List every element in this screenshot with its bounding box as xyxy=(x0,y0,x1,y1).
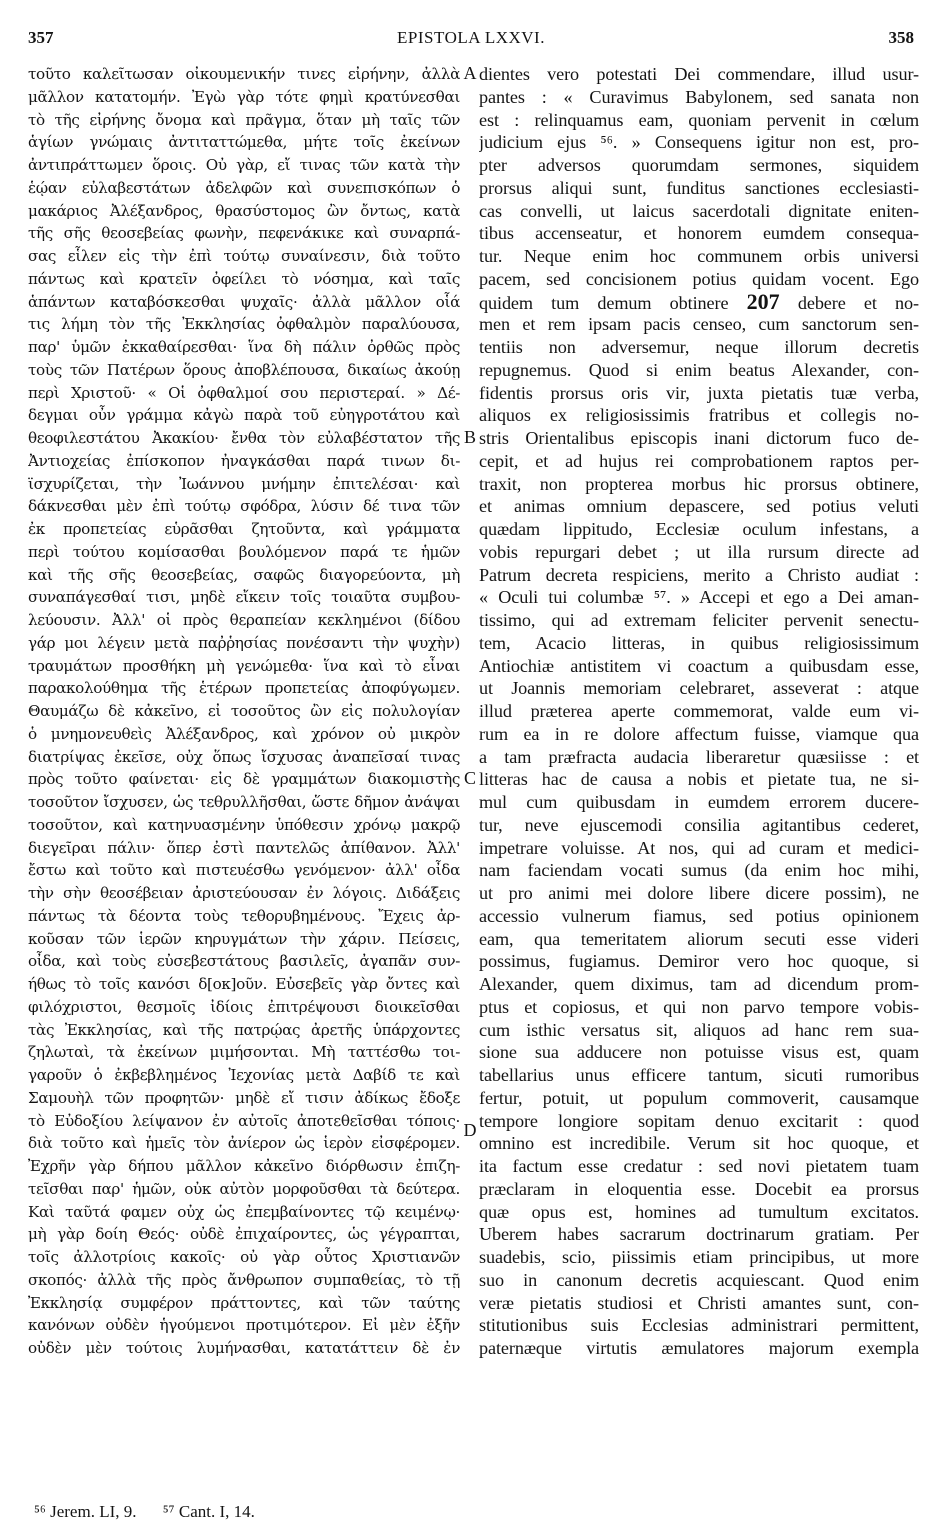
column-number: 207 xyxy=(746,290,780,314)
latin-text-line: fertur, potuit, ut populum commoverit, causamque xyxy=(479,1087,919,1108)
latin-text-line: accessio vulnerum fiamus, sed potius opinionem xyxy=(479,905,919,926)
greek-text-line: τραυμάτων προσθήκη μὴ γενώμεθα· ἵνα καὶ τὸ εἶναι xyxy=(28,656,460,675)
latin-text-line: suo in canonum decretis acquiescant. Quod enim xyxy=(479,1269,919,1290)
latin-text-line: rum ea in re dolore affectum fuisse, viamque qua xyxy=(479,723,919,744)
greek-text-line: μᾶλλον κατατομήν. Ἐγὼ γὰρ τότε φημὶ κρατύνεσθαι xyxy=(28,87,460,106)
greek-text-line: συναπάγεσθαί τισι, μηδὲ εἴκειν τοῖς τοιαῦτα συμβου- xyxy=(28,588,460,607)
latin-text-line: tem, Acacio litteras, in quibus religiosissimum xyxy=(479,632,919,653)
latin-text-line: pantes : « Curavimus Babylonem, sed sanata non xyxy=(479,86,919,107)
latin-text-line: tur. Neque enim hoc communem orbis universi xyxy=(479,246,919,266)
greek-text-line: τοῦτο καλεῖτωσαν οἰκουμενικήν τινες εἰρήνην, ἀλλὰ xyxy=(28,65,460,83)
greek-text-line: διὰ τοῦτο καὶ ἡμεῖς τὸν ἀνίερον ὡς ἱερὸν εἰσφέρομεν. xyxy=(28,1134,460,1153)
latin-text-line: cas convelli, ut laicus sacerdotali dignitate eniten- xyxy=(479,200,919,221)
greek-text-line: τὸ Εὐδοξίου λείψανον ἐν αὐτοῖς ἀποτεθεῖσθαι τόποις· xyxy=(28,1111,460,1130)
latin-text-line: quæ opus est, homines ad tumultum excitatos. xyxy=(479,1201,919,1222)
margin-letter-b: B xyxy=(463,427,476,447)
greek-text-line: τεῖσθαι παρ' ἡμῶν, οὐκ αὐτὸν μορφοῦσθαι τὰ δεύτερα. xyxy=(28,1179,460,1198)
greek-text-line: παρακολούθημα τῆς ἑτέρων προπετείας ἀποφύγωμεν. xyxy=(28,679,460,698)
latin-text-line: ita factum esse credatur : sed novi pietatem tuam xyxy=(479,1156,919,1176)
greek-text-line: διεγεῖραι πάλιν· ὅπερ ἐστὶ παντελῶς ἀπίθανον. Ἀλλ' xyxy=(28,838,460,857)
greek-text-line: ὁ μνημονευθεὶς Ἀλέξανδρος, καὶ χρόνον οὐ μικρὸν xyxy=(28,724,460,743)
footnote: ⁵⁷ Cant. I, 14. xyxy=(162,1502,255,1521)
latin-text-line: men et rem ipsam pacis censeo, cum sanctorum sen- xyxy=(479,314,919,335)
latin-text-line: est : relinquamus eam, quoniam pervenit in cœlum xyxy=(479,109,919,130)
greek-text-line: τοῖς ἀλλοτρίοις κακοῖς· οὐ γὰρ οὗτος Χριστιανῶν xyxy=(28,1248,460,1266)
greek-text-line: μὴ γὰρ δοίη Θεός· οὐδὲ ἐπιχαίροντες, ὡς γέγραπται, xyxy=(28,1225,460,1244)
greek-text-line: τοσοῦτον ἴσχυσεν, ὡς τεθρυλλῆσθαι, ὥστε δῆμον ἀνάψαι xyxy=(28,793,460,811)
greek-text-line: Σαμουὴλ τῶν προφητῶν· μηδὲ εἴ τισιν ἀδίκως ἔδοξε xyxy=(28,1088,460,1107)
latin-text-column xyxy=(479,63,919,1360)
greek-text-line: ἁγίων γνώμαις ἀντιταττώμεθα, μήτε τοῖς ἐκείνων xyxy=(28,133,460,152)
greek-text-line: μακάριος Ἀλέξανδρος, θρασύστομος ὢν ὄντως, κατὰ xyxy=(28,201,460,220)
greek-text-line: φιλόχριστοι, θεσμοῖς ἰδίοις ἐπιτρέψουσι διοικεῖσθαι xyxy=(28,997,460,1016)
latin-text-line: litteras hac de causa a nobis et pietate tua, ne si- xyxy=(479,769,919,790)
latin-text-line: illud præterea aperte commemorat, valde eum vi- xyxy=(479,701,919,721)
margin-letter-a: A xyxy=(463,63,477,83)
latin-text-line: impetrare voluisse. At nos, qui ad curam et medici- xyxy=(479,837,919,858)
page-number-right: 358 xyxy=(888,28,914,47)
greek-text-line: σας εἷλεν εἰς τὴν ἐπὶ τούτῳ συναίνεσιν, διὰ τοῦτο xyxy=(28,247,460,265)
latin-text-line: tur, neve ejuscemodi consilia agitantibus cederet, xyxy=(479,814,919,835)
greek-text-line: ἑῴαν εὐλαβεστάτων ἀδελφῶν καὶ συνεπισκόπων ὁ xyxy=(28,178,460,197)
latin-text-line: tissimo, qui ad extremam feliciter pervenit senectu- xyxy=(479,610,919,630)
greek-text-line: κοῦσαν τῶν ἱερῶν κηρυγμάτων τὴν χάριν. Πείσεις, xyxy=(28,929,460,948)
greek-text-line: Καὶ ταῦτά φαμεν οὐχ ὡς ἐπεμβαίνοντες τῷ κειμένῳ· xyxy=(28,1202,460,1221)
latin-text-line: « Oculi tui columbæ ⁵⁷. » Accepi et ego a Dei aman- xyxy=(479,587,919,608)
latin-text-line: sione sua adducere non potuisse visus est, quam xyxy=(479,1042,919,1063)
greek-text-line: Ἐκκλησίᾳ συμφέρον πράττοντες, καὶ τῶν ταύτης xyxy=(28,1293,460,1312)
greek-text-line: ἔστω καὶ τοῦτο καὶ πιστευέσθω γενόμενον· ἀλλ' οἶδα xyxy=(28,861,460,880)
latin-text-line: quædam lippitudo, Ecclesiæ oculum infestans, a xyxy=(479,519,919,539)
latin-text-line: nam faciendam vocati sumus (da enim hoc mihi, xyxy=(479,860,919,881)
footnotes xyxy=(34,1502,277,1522)
greek-text-line: ἀντιπράττωμεν ὅροις. Οὐ γὰρ, εἴ τινας τῶν κατὰ τὴν xyxy=(28,156,460,174)
greek-text-line: ϊσχυρίζεται, τὴν Ἰωάννου μνήμην ἐπιτελέσαι· καὶ xyxy=(28,474,460,493)
greek-text-line: οἶδα, καὶ τοὺς εὐσεβεστάτους βασιλεῖς, ἀγαπᾶν συν- xyxy=(28,952,460,971)
greek-text-line: Θαυμάζω δὲ κἀκεῖνο, εἰ τοσοῦτος ὢν εἰς πολυλογίαν xyxy=(28,702,460,720)
greek-text-line: κανόνων οὐδὲν ἡγούμενοι προτιμότερον. Εἰ μὲν ἐξῆν xyxy=(28,1316,460,1335)
latin-text-line: Uberem habes sacrarum doctrinarum gratiam. Per xyxy=(479,1224,919,1245)
latin-text-line: tentiis non adversemur, neque illorum decretis xyxy=(479,337,919,357)
greek-text-line: διατρίψας ἐκεῖσε, οὐχ ὅπως ἴσχυσας ἀναπεῖσαί τινας xyxy=(28,747,460,766)
greek-text-line: Ἀντιοχείας ἐπίσκοπον ἠναγκάσθαι παρά τινων δι- xyxy=(28,451,460,470)
greek-text-line: θεοφιλεστάτου Ἀκακίου· ἔνθα τὸν εὐλαβέστατον τῆς xyxy=(28,429,460,447)
latin-text-line: dientes vero potestati Dei commendare, illud usur- xyxy=(479,64,919,84)
running-title: EPISTOLA LXXVI. xyxy=(397,28,545,47)
greek-text-line: οὐδὲν μὲν τούτοις λυμήνασθαι, κατατάττειν δὲ ἐν xyxy=(28,1339,460,1357)
latin-text-line: pter adversos quorumdam sermones, siquidem xyxy=(479,155,919,175)
latin-text-line: cepit, et ad hujus rei comprobationem raptos per- xyxy=(479,450,919,471)
greek-text-line: ζηλωταὶ, τὰ ἐκείνων μιμήσονται. Μὴ ταττέσθω τοι- xyxy=(28,1043,460,1062)
latin-text-line: præclaram in eloquentia esse. Docebit ea prorsus xyxy=(479,1178,919,1199)
greek-text-column xyxy=(28,63,460,1360)
latin-text-line: ut Joannis memoriam celebraret, asseverat : atque xyxy=(479,678,919,699)
greek-text-line: ἐκ προπετείας εὑρᾶσθαι ζητοῦντα, καὶ γράμματα xyxy=(28,520,460,538)
latin-text-line: judicium ejus ⁵⁶. » Consequens igitur non est, pro- xyxy=(479,132,919,153)
latin-text-line: veræ pietatis studiosi et Christi amantes sunt, con- xyxy=(479,1292,919,1313)
greek-text-line: τις λήμη τὸν τῆς Ἐκκλησίας ὀφθαλμὸν παραλύουσα, xyxy=(28,315,460,334)
latin-text-line: traxit, non propterea morbus hic prorsus obtinere, xyxy=(479,473,919,494)
latin-text-line: stitutionibus suis Ecclesias administrari permittent, xyxy=(479,1315,919,1336)
greek-text-line: πάντως τὰ δέοντα τοὺς τεθορυβημένους. Ἔχεις ἀρ- xyxy=(28,906,460,925)
greek-text-line: πάντως καὶ κρατεῖν ὀφείλει τὸ νόσημα, καὶ ταῖς xyxy=(28,269,460,288)
greek-text-line: περὶ τούτου κομίσασθαι βουλόμενον παρά τε ἡμῶν xyxy=(28,542,460,561)
greek-text-line: λεύουσιν. Ἀλλ' οἱ πρὸς θεραπείαν κεκλημένοι (δίδου xyxy=(28,611,460,629)
greek-text-line: ἁπάντων καταβόσκεσθαι ψυχαῖς· ἀλλὰ μᾶλλον οἷά xyxy=(28,292,460,311)
latin-text-line: tibus accenseatur, et honorem eumdem consequa- xyxy=(479,223,919,244)
latin-text-line: a tam præfracta audacia liberaretur quæsiisse : et xyxy=(479,746,919,767)
margin-letter-c: C xyxy=(463,768,476,788)
latin-text-line: prorsus aliqui sunt, funditus sanctiones ecclesiasti- xyxy=(479,177,919,198)
greek-text-line: τὴν σὴν θεοσέβειαν ἀριστεύουσαν ἐν λόγοις. Διδάξεις xyxy=(28,884,460,902)
latin-text-line: Antiochiæ antistitem vi coactum a quibusdam esse, xyxy=(479,655,919,676)
greek-text-line: δάκνεσθαι μὲν ἐπὶ τούτῳ σφόδρα, λύσιν δέ τινα τῶν xyxy=(28,497,460,516)
greek-text-line: σκοπός· ἀλλὰ τῆς πρὸς ἄνθρωπον συμπαθείας, τὸ τῇ xyxy=(28,1270,460,1289)
latin-text-line: ut pro animi mei dolore libere dicere possim), ne xyxy=(479,883,919,903)
latin-text-line: fidentis prorsus oris vir, juxta pietatis tuæ verba, xyxy=(479,382,919,403)
greek-text-line: τῆς σῆς θεοσεβείας φωνὴν, πεφενάκικε καὶ συναρπά- xyxy=(28,224,460,243)
greek-text-line: γάρ μοι λέγειν μετὰ παῤῥησίας πονέσαντι τὴν ψυχὴν) xyxy=(28,633,460,652)
latin-text-line: cum isthic versatus sit, aliquos ad hanc rem sua- xyxy=(479,1019,919,1040)
greek-text-line: γαροῦν ὁ ἐκβεβλημένος Ἰεχονίας μετὰ Δαβίδ τε καὶ xyxy=(28,1066,460,1084)
latin-text-line: et animas omnium depascere, sed potius veluti xyxy=(479,496,919,517)
latin-text-line: Patrum decreta respiciens, merito a Christo audiat : xyxy=(479,564,919,585)
greek-text-line: δεγμαι οὖν γράμμα κἀγὼ παρὰ τοῦ εὐηγροτάτου καὶ xyxy=(28,406,460,425)
latin-text-line: paternæque virtutis æmulatores majorum exempla xyxy=(479,1338,919,1358)
latin-text-line: ptus et copiosus, et qui non parvo tempore vobis- xyxy=(479,996,919,1017)
latin-text-line: Alexander, quem diximus, tam ad dicendum prom- xyxy=(479,974,919,994)
latin-text-line: suadebis, scio, piissimis etiam principibus, ut more xyxy=(479,1247,919,1267)
greek-text-line: τὸ τῆς εἰρήνης ὄνομα καὶ πρᾶγμα, ὅταν μὴ ταῖς τῶν xyxy=(28,110,460,129)
page-number-left: 357 xyxy=(28,28,54,47)
greek-text-line: πρὸς τοῦτο φαίνεται· εἰς δὲ γραμμάτων διακομιστὴς xyxy=(28,770,460,789)
latin-text-line: vobis repurgari debet ; ut illa rursum directe ad xyxy=(479,541,919,562)
greek-text-line: τοσοῦτον, καὶ κατηνυασμένην ὑπόθεσιν χρόνῳ μακρῷ xyxy=(28,815,460,834)
latin-text-line: pacem, sed concisionem potius quidam vocent. Ego xyxy=(479,268,919,289)
greek-text-line: Ἐχρῆν γὰρ δήπου μᾶλλον κἀκεῖνο διόρθωσιν ἐπιζη- xyxy=(28,1157,460,1175)
greek-text-line: παρ' ὑμῶν ἐκκαθαίρεσθαι· ἵνα δὴ πάλιν ὀρθῶς πρὸς xyxy=(28,338,460,356)
latin-text-line: quidem tum demum obtinere 207 debere et no- xyxy=(479,290,919,314)
running-header xyxy=(28,28,914,54)
greek-text-line: ήθως τὸ τοῖς κανόσι δ[οκ]οῦν. Εὐσεβεῖς γὰρ ὄντες καὶ xyxy=(28,975,460,993)
latin-text-line: repugnemus. Quod si enim beatus Alexander, con- xyxy=(479,359,919,380)
greek-text-line: καὶ τῆς σῆς θεοσεβείας, σαφῶς διαγορεύοντα, μὴ xyxy=(28,565,460,584)
margin-letter-d: D xyxy=(463,1120,477,1140)
footnote: ⁵⁶ Jerem. LI, 9. xyxy=(34,1502,137,1521)
greek-text-line: περὶ Χριστοῦ· « Οἱ ὀφθαλμοί σου περιστεραί. » Δέ- xyxy=(28,383,460,402)
latin-text-line: mul cum quibusdam in eumdem errorem ducere- xyxy=(479,792,919,812)
latin-text-line: stris Orientalibus episcopis inani dictorum fuco de- xyxy=(479,428,919,448)
latin-text-line: eam, qua temeritatem aliorum secuti esse videri xyxy=(479,928,919,949)
latin-text-line: tempore longiore sopitam denuo excitarit : quod xyxy=(479,1110,919,1131)
latin-text-line: tabellarius unus efficere tantum, sicuti rumoribus xyxy=(479,1065,919,1085)
greek-text-line: τοὺς τῶν Πατέρων ὅρους ἀποβλέπουσα, δικαίως ἀκούῃ xyxy=(28,360,460,379)
greek-text-line: τὰς Ἐκκλησίας, καὶ τῆς πατρῴας ἀρετῆς ὑπάρχοντες xyxy=(28,1020,460,1039)
latin-text-line: omnino est incredibile. Verum sit hoc quoque, et xyxy=(479,1133,919,1154)
latin-text-line: possimus, fugiamus. Demiror vero hoc quoque, si xyxy=(479,951,919,972)
latin-text-line: aliquos ex religiosissimis fratribus et collegis no- xyxy=(479,405,919,426)
